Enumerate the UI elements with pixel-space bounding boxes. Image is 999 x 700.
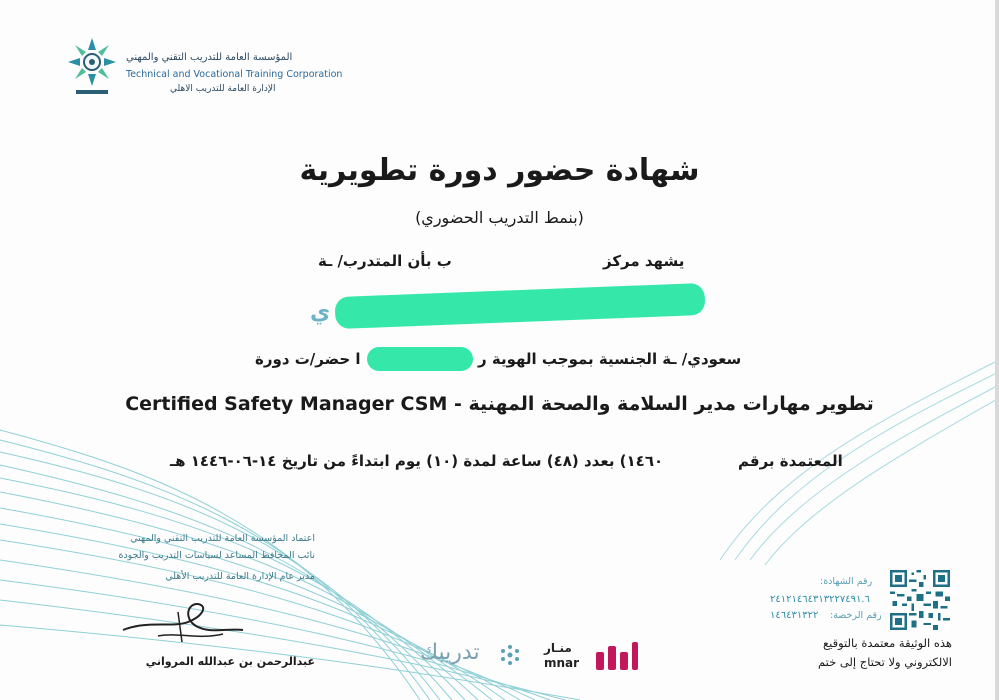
certify-trainee-text: ب بأن المتدرب/ ـة xyxy=(318,252,452,270)
cert-number-label: رقم الشهادة: xyxy=(820,576,873,587)
accredited-details: ١٤٦٠) بعدد (٤٨) ساعة لمدة (١٠) يوم ابتداءً من تاريخ ١٤-٠٦-١٤٤٦ هـ xyxy=(170,452,664,470)
redacted-id-number xyxy=(367,347,473,371)
organization-name-en: Technical and Vocational Training Corporation xyxy=(126,69,343,80)
cert-number-value: ٢٤١٢١٤٦٤٣١٣٢٢٧٤٩١.٦ xyxy=(770,594,870,605)
page-edge xyxy=(995,0,999,700)
approval-line-2: نائب المحافظ المساعد لسياسات التدريب والجودة xyxy=(118,550,315,561)
signature-image xyxy=(118,600,248,648)
tadreebk-brand: تدريبك xyxy=(420,640,480,665)
manar-logo-icon xyxy=(594,640,640,672)
course-name: تطوير مهارات مدير السلامة والصحة المهنية - Certified Safety Manager CSM xyxy=(125,393,874,415)
department-name: الإدارة العامة للتدريب الاهلي xyxy=(170,84,276,94)
nationality-text: سعودي/ ـة الجنسية بموجب الهوية ر xyxy=(478,350,742,368)
certify-center-text: يشهد مركز xyxy=(603,252,685,270)
attended-course-text: ا حضر/ت دورة xyxy=(255,350,361,368)
tadreebk-logo-icon xyxy=(498,642,522,668)
accredited-label: المعتمدة برقم xyxy=(738,452,843,470)
license-number-label: رقم الرخصة: xyxy=(830,610,882,621)
organization-name-ar: المؤسسة العامة للتدريب التقني والمهني xyxy=(126,52,293,63)
license-number-value: ١٤٦٤٣١٣٢٢ xyxy=(770,610,819,621)
training-mode: (بنمط التدريب الحضوري) xyxy=(415,208,584,227)
e-signature-notice-2: الالكتروني ولا تحتاج إلى ختم xyxy=(817,655,952,669)
manar-brand-ar: منـار xyxy=(544,641,572,655)
verification-qr-code[interactable] xyxy=(890,570,950,630)
approval-line-3: مدير عام الإدارة العامة للتدريب الأهلي xyxy=(165,571,315,582)
signer-name: عبدالرحمن بن عبدالله المرواني xyxy=(145,655,315,668)
approval-line-1: اعتماد المؤسسة العامة للتدريب التقني والمهني xyxy=(130,533,315,544)
e-signature-notice-1: هذه الوثيقة معتمدة بالتوقيع xyxy=(823,636,952,650)
certificate-title: شهادة حضور دورة تطويرية xyxy=(299,153,700,188)
manar-brand-en: mnar xyxy=(544,656,580,670)
tvtc-logo-icon xyxy=(62,34,122,98)
trainee-name-partial: ي xyxy=(310,300,331,325)
